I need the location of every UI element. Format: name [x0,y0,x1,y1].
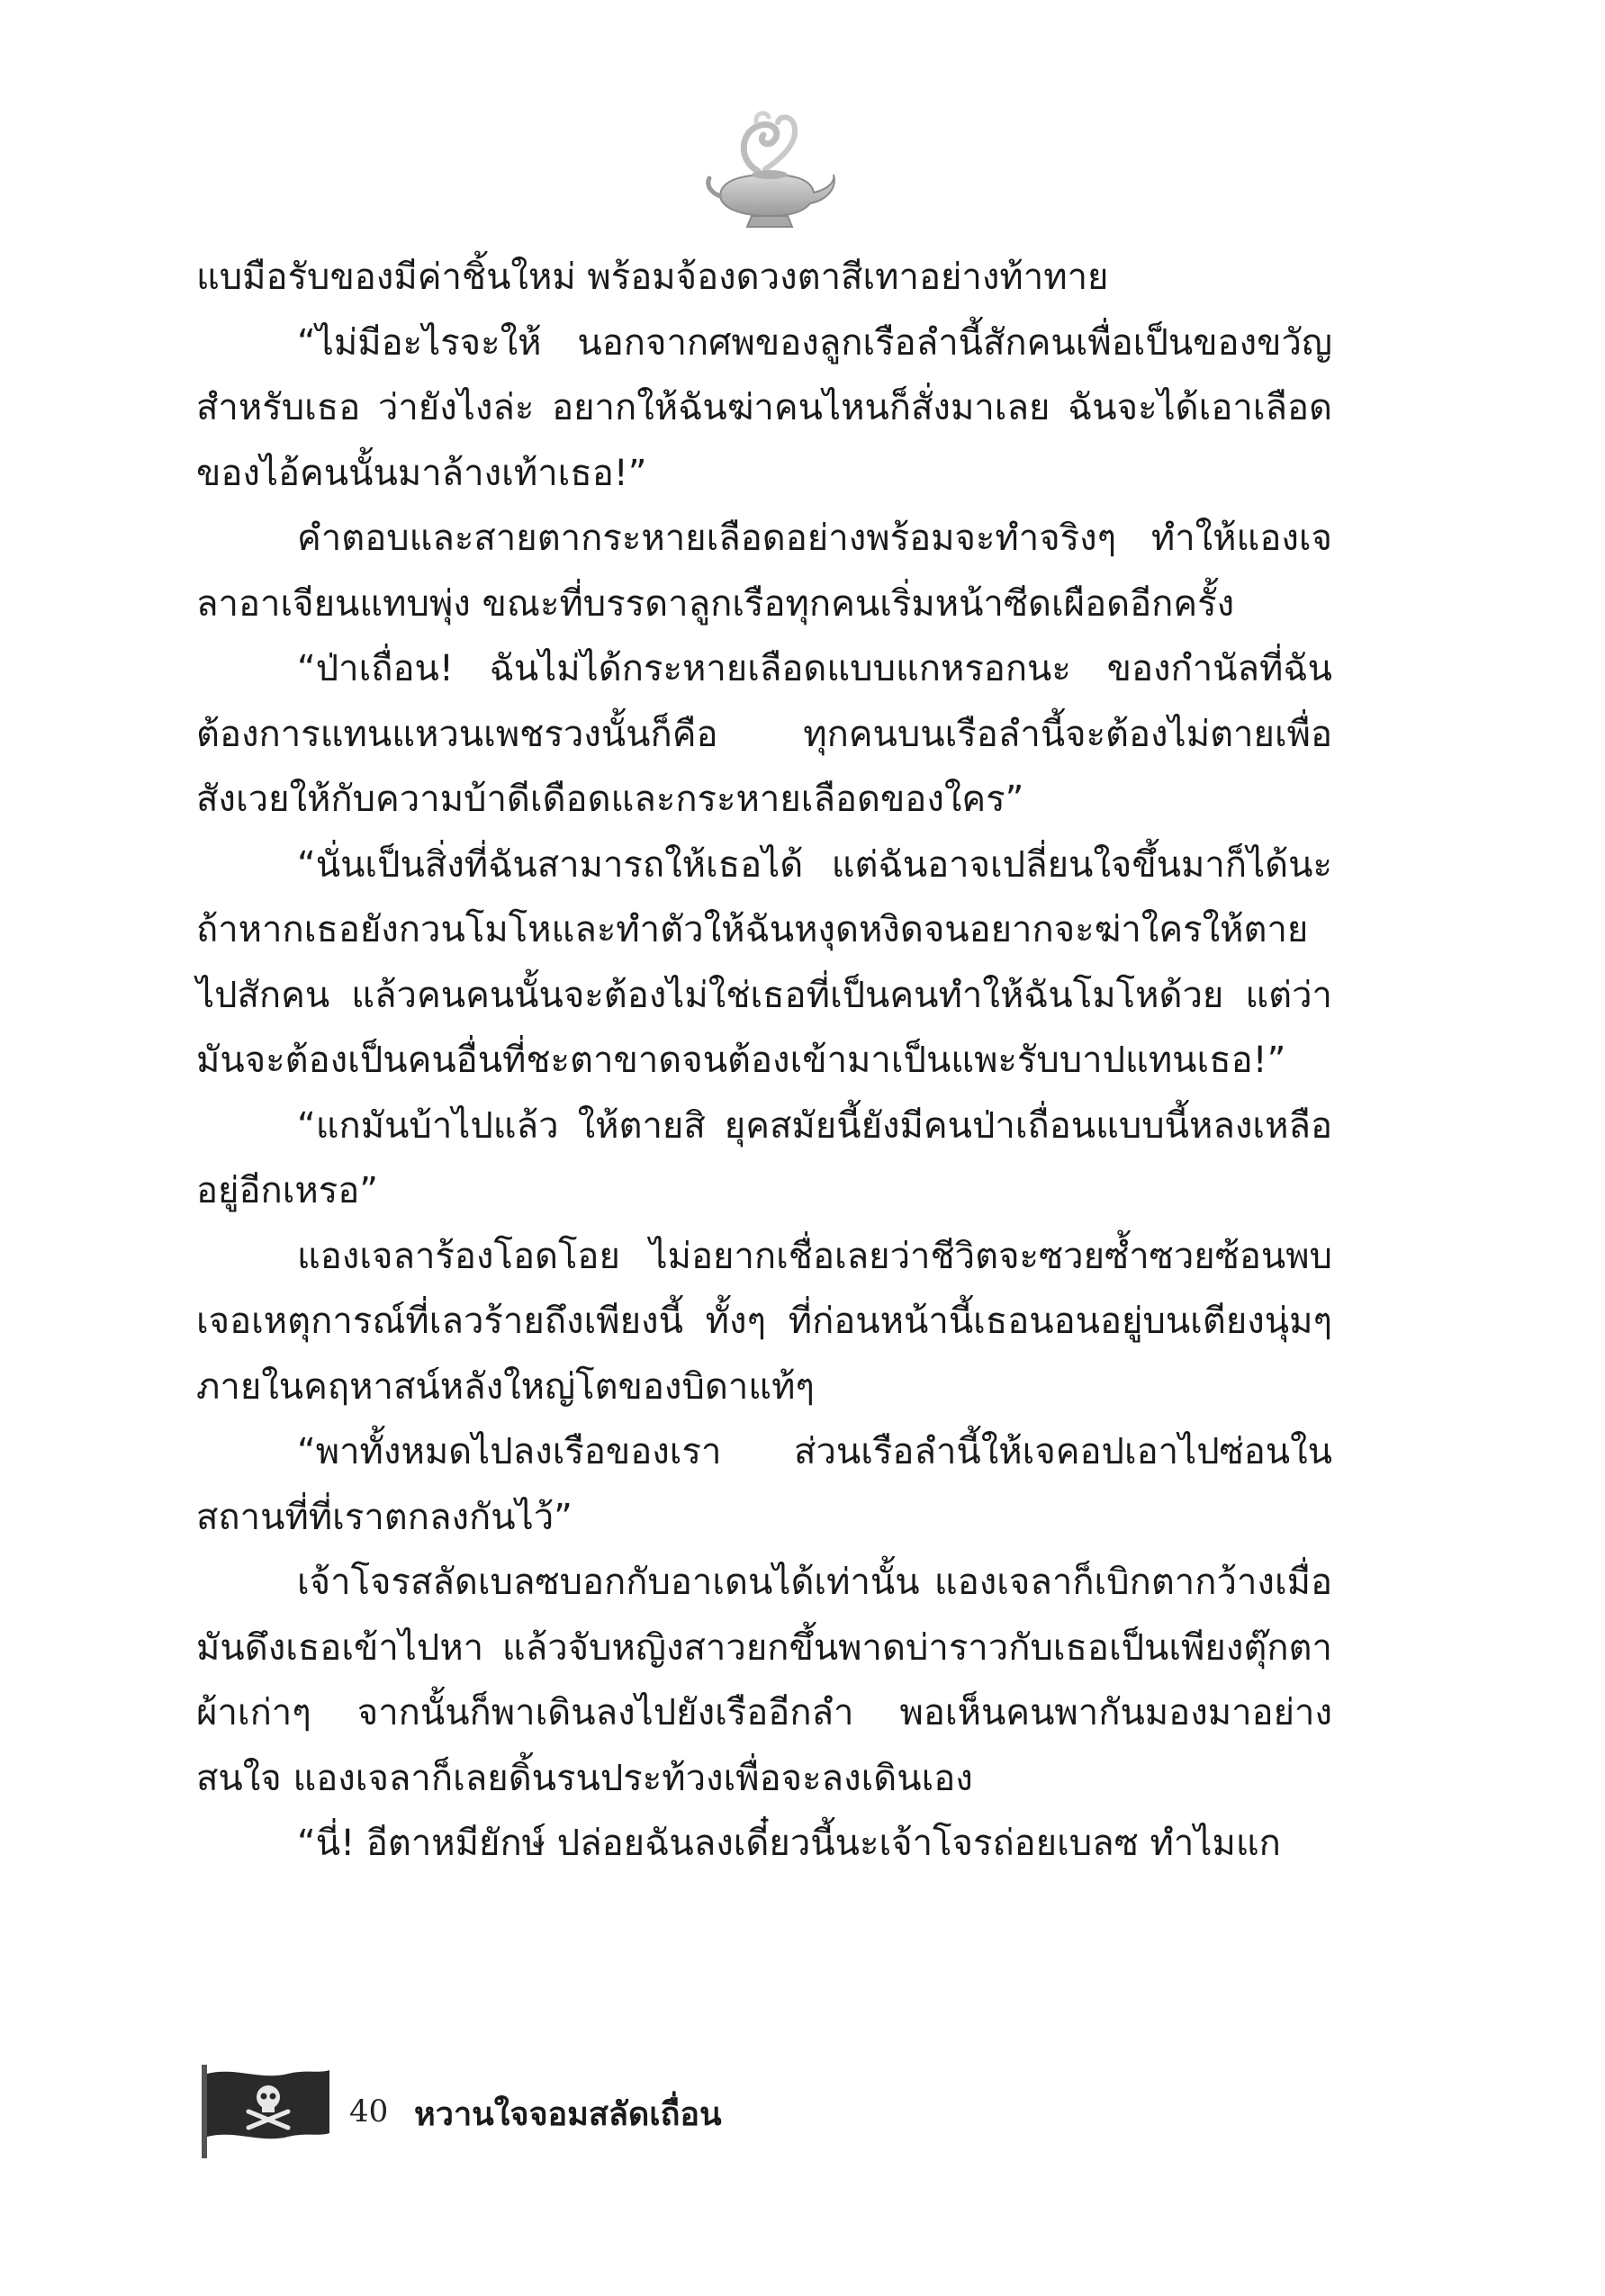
paragraph: “ไม่มีอะไรจะให้ นอกจากศพของลูกเรือลำนี้สักคนเพื่อเป็นของขวัญสำหรับเธอ ว่ายังไงล่ะ อยากให้ฉันฆ่าคนไหนก็สั่งมาเลย ฉันจะได้เอาเลือดของไอ้คนนั้นมาล้างเท้าเธอ!” [196,321,1332,494]
paragraph: คำตอบและสายตากระหายเลือดอย่างพร้อมจะทำจริงๆ ทำให้แองเจลาอาเจียนแทบพุ่ง ขณะที่บรรดาลูกเรือทุกคนเริ่มหน้าซีดเผือดอีกครั้ง [196,518,1332,625]
paragraph: “พาทั้งหมดไปลงเรือของเรา ส่วนเรือลำนี้ให้เจคอปเอาไปซ่อนในสถานที่ที่เราตกลงกันไว้” [196,1431,1332,1538]
paragraph: เจ้าโจรสลัดเบลซบอกกับอาเดนได้เท่านั้น แองเจลาก็เบิกตากว้างเมื่อมันดึงเธอเข้าไปหา แล้วจับหญิงสาวยกขึ้นพาดบ่าราวกับเธอเป็นเพียงตุ๊กตาผ้าเก่าๆ จากนั้นก็พาเดินลงไปยังเรืออีกลำ พอเห็นคนพากันมองมาอย่างสนใจ แองเจลาก็เลยดิ้นรนประท้วงเพื่อจะลงเดินเอง [196,1562,1332,1799]
paragraph: “นั่นเป็นสิ่งที่ฉันสามารถให้เธอได้ แต่ฉันอาจเปลี่ยนใจขึ้นมาก็ได้นะ ถ้าหากเธอยังกวนโมโหและทำตัวให้ฉันหงุดหงิดจนอยากจะฆ่าใครให้ตายไปสักคน แล้วคนคนนั้นจะต้องไม่ใช่เธอที่เป็นคนทำให้ฉันโมโหด้วย แต่ว่ามันจะต้องเป็นคนอื่นที่ชะตาขาดจนต้องเข้ามาเป็นแพะรับบาปแทนเธอ!” [196,843,1332,1081]
paragraph: แบมือรับของมีค่าชิ้นใหม่ พร้อมจ้องดวงตาสีเทาอย่างท้าทาย [196,257,1109,298]
paragraph: “แกมันบ้าไปแล้ว ให้ตายสิ ยุคสมัยนี้ยังมีคนป่าเถื่อนแบบนี้หลงเหลืออยู่อีกเหรอ” [196,1104,1332,1211]
pirate-flag-icon [198,2061,333,2160]
paragraph: “ป่าเถื่อน! ฉันไม่ได้กระหายเลือดแบบแกหรอกนะ ของกำนัลที่ฉันต้องการแทนแหวนเพชรวงนั้นก็คือ ทุกคนบนเรือลำนี้จะต้องไม่ตายเพื่อสังเวยให้กับความบ้าดีเดือดและกระหายเลือดของใคร” [196,648,1332,820]
page-number: 40 [349,2093,389,2129]
page-footer [198,2061,828,2160]
book-title: หวานใจจอมสลัดเถื่อน [414,2096,722,2133]
paragraph: แองเจลาร้องโอดโอย ไม่อยากเชื่อเลยว่าชีวิตจะซวยซ้ำซวยซ้อนพบเจอเหตุการณ์ที่เลวร้ายถึงเพียงนี้ ทั้งๆ ที่ก่อนหน้านี้เธอนอนอยู่บนเตียงนุ่มๆ ภายในคฤหาสน์หลังใหญ่โตของบิดาแท้ๆ [196,1235,1332,1408]
magic-lamp-icon [702,106,837,232]
body-text [196,245,1332,1877]
paragraph: “นี่! อีตาหมียักษ์ ปล่อยฉันลงเดี๋ยวนี้นะเจ้าโจรถ่อยเบลซ ทำไมแก [297,1823,1281,1864]
